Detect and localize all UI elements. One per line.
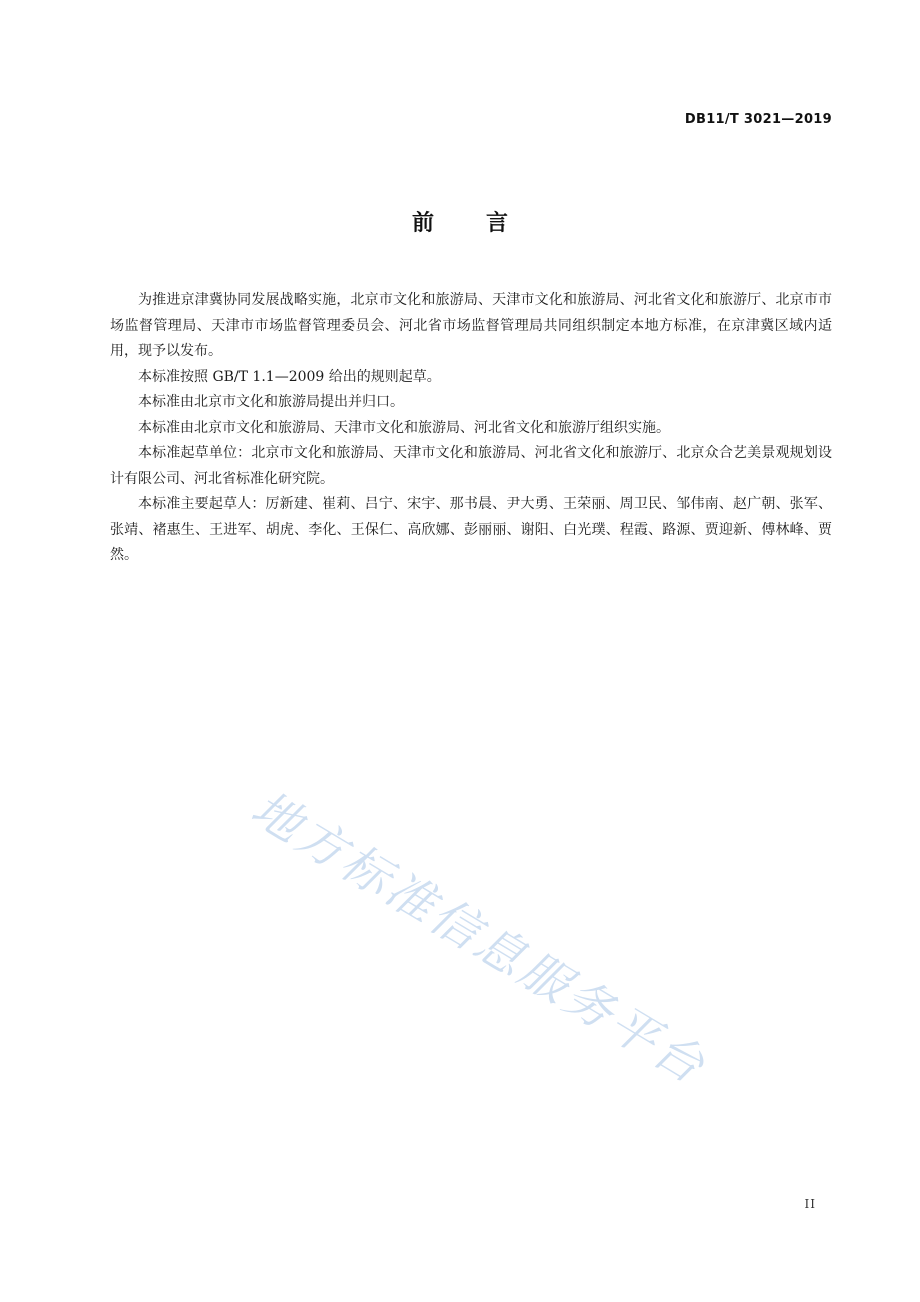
preface-body (110, 288, 832, 569)
page-number: II (804, 1197, 816, 1211)
standard-number: DB11/T 3021—2019 (684, 112, 832, 127)
watermark: 地方标准信息服务平台 (241, 780, 717, 1097)
paragraph-drafting-rules: 本标准按照 GB/T 1.1—2009 给出的规则起草。 (138, 368, 441, 385)
paragraph-implementer: 本标准由北京市文化和旅游局、天津市文化和旅游局、河北省文化和旅游厅组织实施。 (138, 419, 670, 436)
page-title: 前言 (411, 211, 560, 236)
paragraph-drafters: 本标准主要起草人：厉新建、崔莉、吕宁、宋宇、那书晨、尹大勇、王荣丽、周卫民、邹伟南、赵广朝、张军、张靖、褚惠生、王进军、胡虎、李化、王保仁、高欣娜、彭丽丽、谢阳、白光璞、程霞、路源、贾迎新、傅林峰、贾然。 (110, 496, 832, 563)
paragraph-drafting-units: 本标准起草单位：北京市文化和旅游局、天津市文化和旅游局、河北省文化和旅游厅、北京众合艺美景观规划设计有限公司、河北省标准化研究院。 (110, 445, 832, 487)
paragraph-purpose: 为推进京津冀协同发展战略实施，北京市文化和旅游局、天津市文化和旅游局、河北省文化和旅游厅、北京市市场监督管理局、天津市市场监督管理委员会、河北省市场监督管理局共同组织制定本地方标准，在京津冀区域内适用，现予以发布。 (110, 292, 832, 359)
paragraph-proposer: 本标准由北京市文化和旅游局提出并归口。 (138, 394, 404, 410)
